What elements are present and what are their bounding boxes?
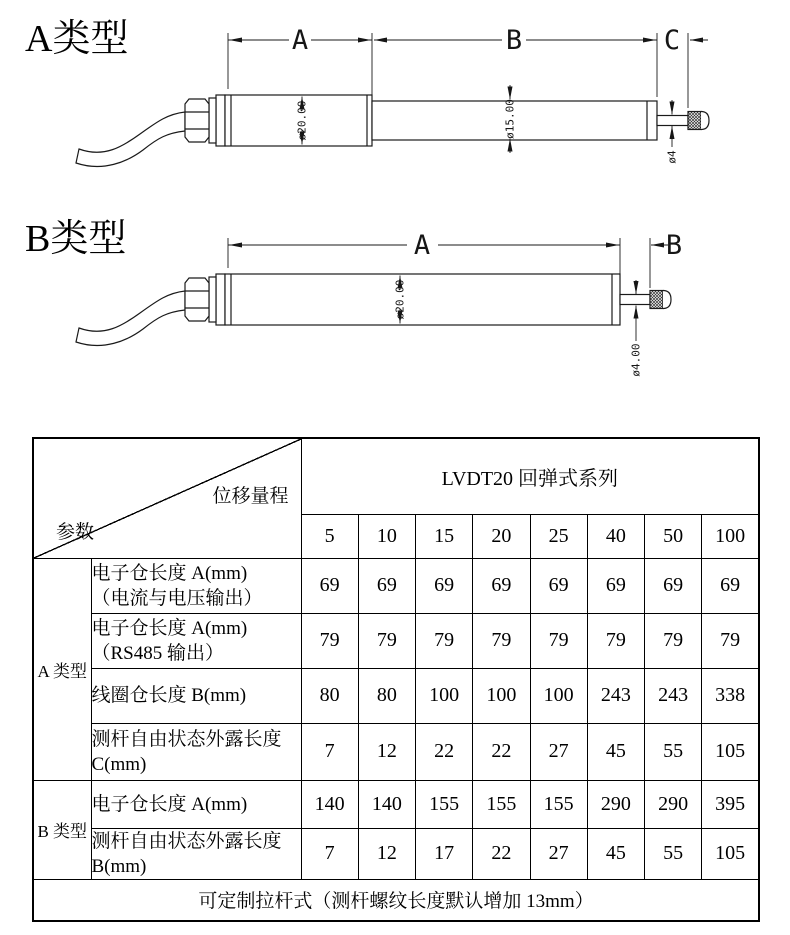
value-cell: 45 [587, 828, 644, 879]
probe-tip [688, 112, 701, 130]
range-header: 10 [358, 514, 415, 558]
value-cell: 105 [702, 828, 759, 879]
value-cell: 55 [645, 828, 702, 879]
value-cell: 69 [301, 558, 358, 613]
body-diameter-label: ø20.00 [393, 279, 407, 320]
cable-path [76, 291, 185, 345]
value-cell: 69 [416, 558, 473, 613]
value-cell: 79 [416, 613, 473, 668]
value-cell: 27 [530, 828, 587, 879]
param-line1: 线圈仓长度 B(mm) [91, 685, 247, 706]
value-cell: 140 [301, 780, 358, 828]
coil-diameter-label: ø15.00 [503, 99, 517, 139]
dim-label-b: B [505, 25, 523, 56]
value-cell: 55 [645, 723, 702, 780]
rod-diameter-label: ø4.00 [629, 343, 643, 377]
table-row [33, 879, 759, 921]
corner-param-label: 参数 [56, 521, 95, 543]
value-cell: 155 [530, 780, 587, 828]
range-header: 50 [645, 514, 702, 558]
value-cell: 243 [645, 668, 702, 723]
param-line2: B(mm) [91, 855, 147, 877]
value-cell: 12 [358, 723, 415, 780]
value-cell: 80 [358, 668, 415, 723]
rod-diameter-label: ø4 [665, 150, 679, 164]
group-b-label: B 类型 [33, 780, 91, 879]
spec-table [32, 437, 760, 922]
value-cell: 69 [358, 558, 415, 613]
param-line2: C(mm) [91, 753, 147, 775]
value-cell: 290 [587, 780, 644, 828]
value-cell: 155 [416, 780, 473, 828]
dim-label-c: C [663, 25, 681, 56]
dim-label-b: B [665, 230, 683, 261]
cable-gland [185, 274, 225, 325]
range-header: 25 [530, 514, 587, 558]
value-cell: 7 [301, 828, 358, 879]
corner-header-cell [33, 438, 301, 558]
series-title: LVDT20 回弹式系列 [301, 438, 759, 514]
probe-rod [620, 295, 650, 305]
probe-rod [657, 116, 688, 126]
param-label [91, 780, 301, 828]
value-cell: 79 [358, 613, 415, 668]
value-cell: 243 [587, 668, 644, 723]
value-cell: 140 [358, 780, 415, 828]
value-cell: 69 [587, 558, 644, 613]
type-b-drawing [0, 200, 790, 435]
value-cell: 79 [530, 613, 587, 668]
table-row [33, 613, 759, 668]
param-label [91, 558, 301, 613]
range-header: 5 [301, 514, 358, 558]
value-cell: 69 [645, 558, 702, 613]
footer-note: 可定制拉杆式（测杆螺纹长度默认增加 13mm） [33, 879, 759, 921]
value-cell: 12 [358, 828, 415, 879]
type-b-geometry [76, 274, 671, 345]
value-cell: 105 [702, 723, 759, 780]
probe-tip [650, 291, 663, 309]
body-diameter-label: ø20.00 [295, 100, 309, 141]
value-cell: 22 [473, 723, 530, 780]
cable-path [76, 112, 185, 166]
value-cell: 79 [301, 613, 358, 668]
value-cell: 69 [473, 558, 530, 613]
param-label [91, 828, 301, 879]
value-cell: 45 [587, 723, 644, 780]
param-line2: （RS485 输出） [91, 642, 224, 664]
value-cell: 79 [473, 613, 530, 668]
value-cell: 100 [416, 668, 473, 723]
range-header: 15 [416, 514, 473, 558]
electronics-housing [225, 274, 620, 325]
value-cell: 395 [702, 780, 759, 828]
dim-label-a: A [291, 25, 309, 56]
table-row [33, 668, 759, 723]
range-header: 20 [473, 514, 530, 558]
value-cell: 79 [702, 613, 759, 668]
value-cell: 79 [645, 613, 702, 668]
param-label [91, 723, 301, 780]
group-a-label: A 类型 [33, 558, 91, 780]
value-cell: 22 [416, 723, 473, 780]
param-line1: 测杆自由状态外露长度 [91, 728, 282, 750]
table-row [33, 780, 759, 828]
value-cell: 79 [587, 613, 644, 668]
table-row [33, 558, 759, 613]
cable-gland [185, 95, 225, 146]
corner-range-label: 位移量程 [212, 486, 289, 507]
value-cell: 22 [473, 828, 530, 879]
type-a-title: A类型 [25, 18, 129, 60]
value-cell: 27 [530, 723, 587, 780]
value-cell: 290 [645, 780, 702, 828]
value-cell: 80 [301, 668, 358, 723]
param-line1: 电子仓长度 A(mm) [91, 562, 248, 584]
table-row [33, 828, 759, 879]
param-line2: （电流与电压输出） [91, 587, 263, 609]
value-cell: 69 [702, 558, 759, 613]
type-b-title: B类型 [25, 218, 127, 260]
value-cell: 100 [473, 668, 530, 723]
value-cell: 69 [530, 558, 587, 613]
param-label [91, 668, 301, 723]
value-cell: 17 [416, 828, 473, 879]
param-line1: 测杆自由状态外露长度 [91, 830, 282, 852]
table-row [33, 723, 759, 780]
range-header: 100 [702, 514, 759, 558]
range-header: 40 [587, 514, 644, 558]
value-cell: 100 [530, 668, 587, 723]
value-cell: 155 [473, 780, 530, 828]
param-label [91, 613, 301, 668]
type-a-drawing [0, 0, 790, 200]
dim-label-a: A [413, 230, 431, 261]
param-line1: 电子仓长度 A(mm) [91, 617, 248, 639]
type-a-geometry [76, 95, 709, 166]
param-line1: 电子仓长度 A(mm) [91, 793, 248, 815]
value-cell: 7 [301, 723, 358, 780]
value-cell: 338 [702, 668, 759, 723]
